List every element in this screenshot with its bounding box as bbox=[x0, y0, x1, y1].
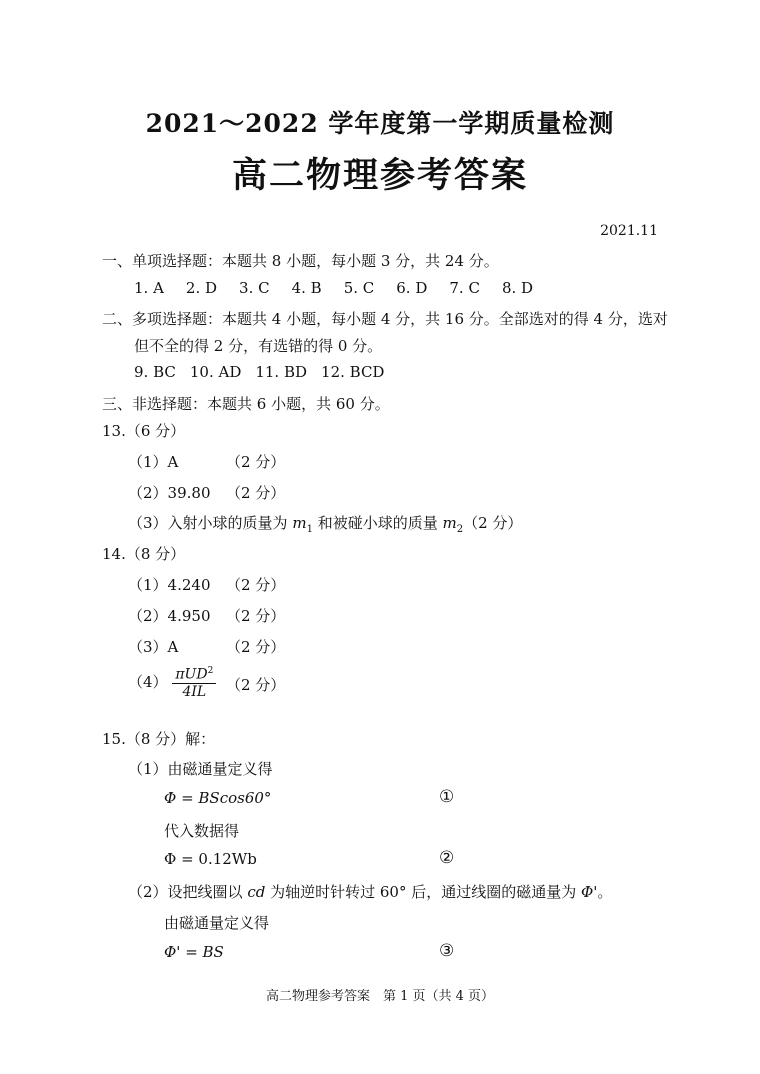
answer-3: 3. C bbox=[239, 279, 270, 297]
q14-part1-score: （2 分） bbox=[226, 576, 286, 594]
page-footer: 高二物理参考答案 第 1 页（共 4 页） bbox=[265, 989, 495, 1004]
answer-10: 10. AD bbox=[189, 363, 242, 381]
q13-part1-answer: （1）A bbox=[128, 453, 179, 471]
q15-equation-2: Φ = 0.12Wb bbox=[164, 850, 257, 868]
q15-substitute-data: 代入数据得 bbox=[164, 822, 240, 840]
answer-9: 9. BC bbox=[134, 363, 176, 381]
q15-part1-intro: （1）由磁通量定义得 bbox=[128, 760, 273, 778]
q14-part3-answer: （3）A bbox=[128, 638, 179, 656]
answer-4: 4. B bbox=[291, 279, 322, 297]
answer-11: 11. BD bbox=[255, 363, 308, 381]
answer-2: 2. D bbox=[185, 279, 218, 297]
q14-label: 14.（8 分） bbox=[102, 545, 186, 563]
document-date: 2021.11 bbox=[600, 223, 658, 239]
q15-part2-definition: 由磁通量定义得 bbox=[164, 914, 270, 932]
q13-label: 13.（6 分） bbox=[102, 422, 186, 440]
section-1-heading: 一、单项选择题：本题共 8 小题，每小题 3 分，共 24 分。 bbox=[102, 252, 499, 270]
q13-part3-answer: （3）入射小球的质量为 $m_1$ 和被碰小球的质量 $m_2(2$ 分） bbox=[128, 514, 523, 535]
equation-mark-2: ② bbox=[439, 848, 455, 868]
equation-mark-1: ① bbox=[439, 787, 455, 807]
document-title: 2021～2022 学年度第一学期质量检测 bbox=[145, 109, 615, 138]
document-subtitle: 高二物理参考答案 bbox=[231, 155, 528, 196]
q13-part2-score: （2 分） bbox=[226, 484, 286, 502]
section-3-heading: 三、非选择题：本题共 6 小题，共 60 分。 bbox=[102, 395, 390, 413]
q13-part1-score: （2 分） bbox=[226, 453, 286, 471]
answer-7: 7. C bbox=[449, 279, 480, 297]
answer-1: 1. A bbox=[134, 279, 164, 297]
formula-fraction: $\frac{\pi UD^2}{4IL}$ bbox=[172, 666, 216, 700]
q13-part2-answer: （2）39.80 bbox=[128, 484, 211, 502]
answer-6: 6. D bbox=[396, 279, 428, 297]
answer-5: 5. C bbox=[343, 279, 375, 297]
q15-equation-1: Φ = BScos60° bbox=[164, 789, 272, 807]
q14-part2-answer: （2）4.950 bbox=[128, 607, 211, 625]
answer-12: 12. BCD bbox=[321, 363, 385, 381]
q14-part1-answer: （1）4.240 bbox=[128, 576, 211, 594]
section-2-answers bbox=[134, 363, 398, 381]
q14-part2-score: （2 分） bbox=[226, 607, 286, 625]
q15-part2-text: （2）设把线圈以 cd 为轴逆时针转过 60° 后，通过线圈的磁通量为 Φ'。 bbox=[128, 883, 613, 901]
equation-mark-3: ③ bbox=[439, 941, 455, 961]
q15-equation-3: Φ' = BS bbox=[164, 943, 224, 961]
section-1-answers bbox=[134, 279, 555, 297]
q14-part4-score: （2 分） bbox=[226, 676, 286, 694]
answer-8: 8. D bbox=[501, 279, 534, 297]
q15-label: 15.（8 分）解： bbox=[102, 730, 216, 748]
section-2-heading-line1: 二、多项选择题：本题共 4 小题，每小题 4 分，共 16 分。全部选对的得 4 分，选对 bbox=[102, 310, 668, 328]
q14-part3-score: （2 分） bbox=[226, 638, 286, 656]
section-2-heading-line2: 但不全的得 2 分，有选错的得 0 分。 bbox=[134, 337, 383, 355]
q14-part4-answer: （4） $\frac{\pi UD^2}{4IL}$ bbox=[128, 666, 216, 700]
